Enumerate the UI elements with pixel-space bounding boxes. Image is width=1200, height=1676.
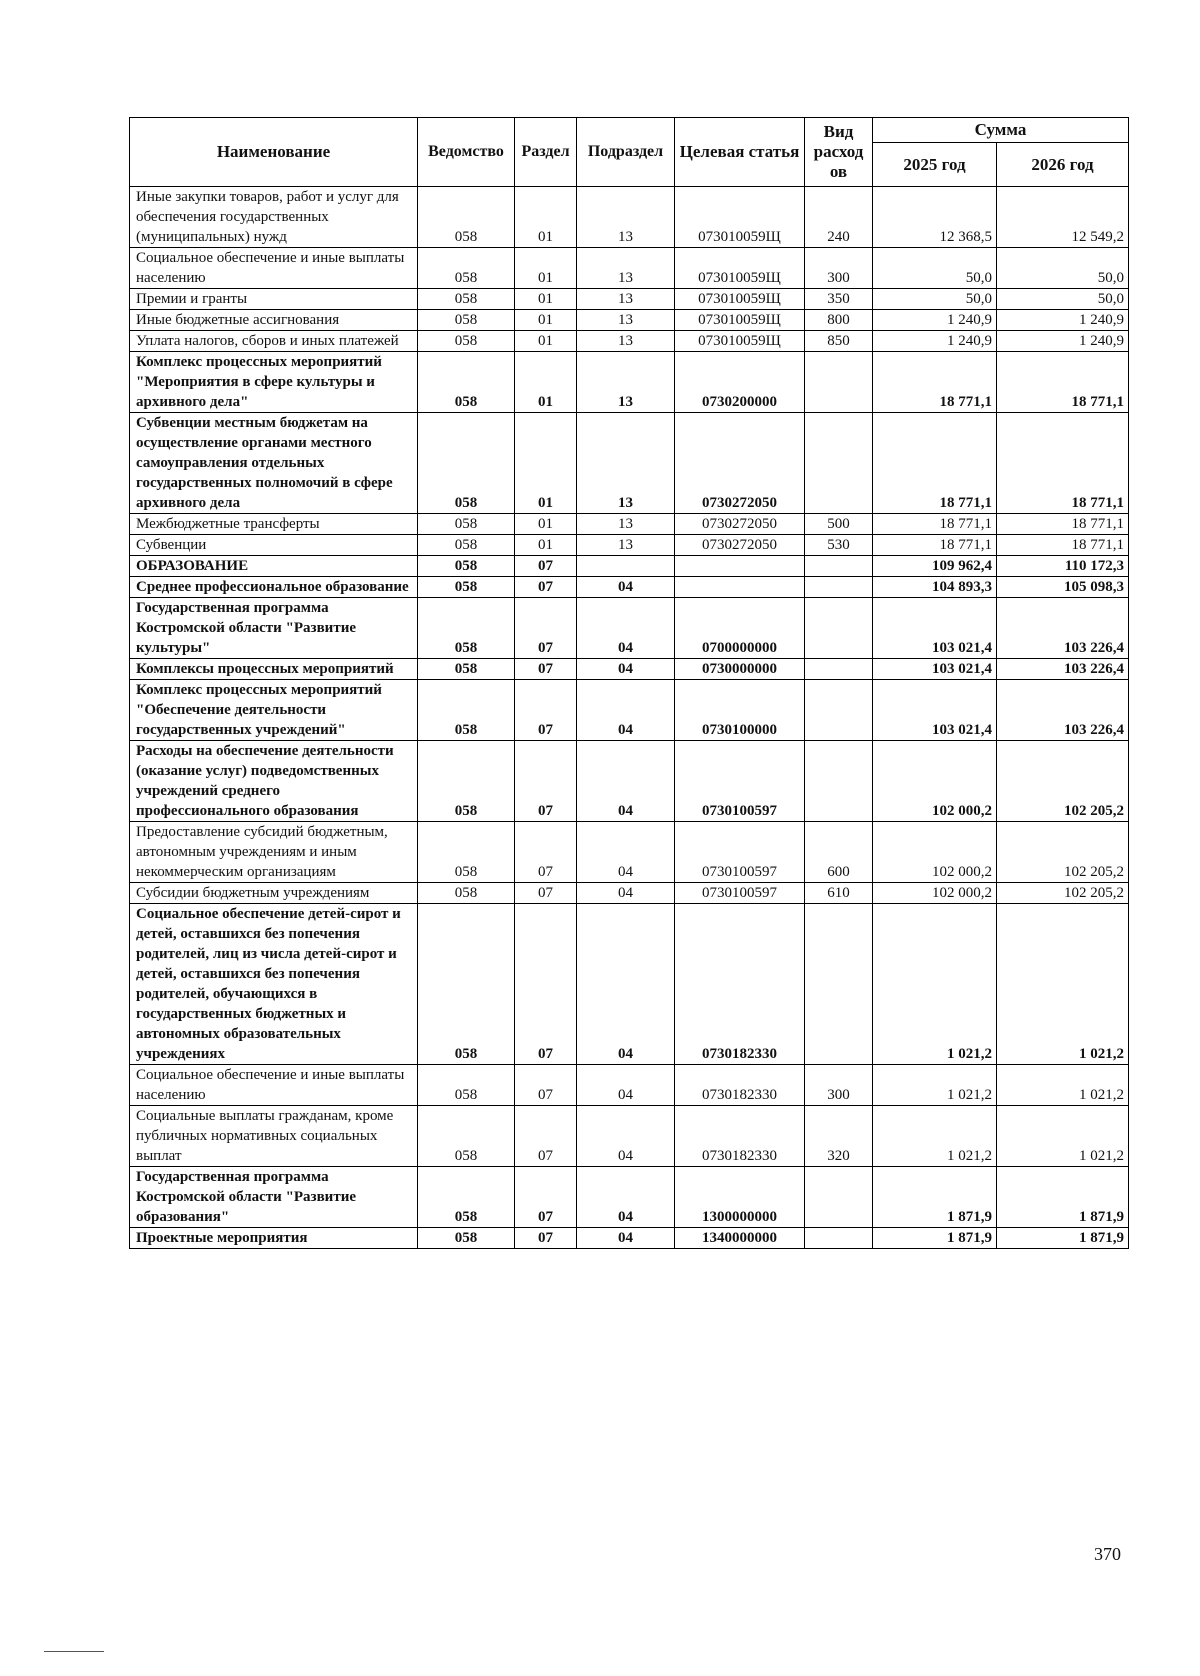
podrazdel-cell: 13 — [577, 187, 675, 248]
sum-2026-cell: 105 098,3 — [997, 577, 1129, 598]
vedomstvo-cell: 058 — [418, 535, 515, 556]
header-podrazdel: Подраздел — [577, 118, 675, 187]
vid-rashodov-cell — [805, 659, 873, 680]
row-name-cell: Государственная программа Костромской области "Развитие образования" — [130, 1167, 418, 1228]
header-summa: Сумма — [873, 118, 1129, 143]
razdel-cell: 07 — [515, 577, 577, 598]
row-name-cell: Государственная программа Костромской области "Развитие культуры" — [130, 598, 418, 659]
row-name-cell: ОБРАЗОВАНИЕ — [130, 556, 418, 577]
podrazdel-cell: 13 — [577, 331, 675, 352]
sum-2026-cell: 102 205,2 — [997, 741, 1129, 822]
table-row — [130, 535, 1129, 556]
vedomstvo-cell: 058 — [418, 577, 515, 598]
row-name-cell: Иные бюджетные ассигнования — [130, 310, 418, 331]
vedomstvo-cell: 058 — [418, 904, 515, 1065]
sum-2025-cell: 50,0 — [873, 248, 997, 289]
podrazdel-cell: 13 — [577, 514, 675, 535]
celevaya-statya-cell: 0730100000 — [675, 680, 805, 741]
podrazdel-cell: 04 — [577, 680, 675, 741]
celevaya-statya-cell: 0730182330 — [675, 1065, 805, 1106]
table-row — [130, 1106, 1129, 1167]
razdel-cell: 07 — [515, 598, 577, 659]
razdel-cell: 07 — [515, 1228, 577, 1249]
razdel-cell: 07 — [515, 904, 577, 1065]
vid-rashodov-cell — [805, 413, 873, 514]
table-body — [130, 187, 1129, 1249]
vid-rashodov-cell: 300 — [805, 248, 873, 289]
celevaya-statya-cell: 0730182330 — [675, 1106, 805, 1167]
row-name-cell: Иные закупки товаров, работ и услуг для обеспечения государственных (муниципальных) нужд — [130, 187, 418, 248]
table-row — [130, 904, 1129, 1065]
sum-2025-cell: 103 021,4 — [873, 598, 997, 659]
sum-2026-cell: 102 205,2 — [997, 822, 1129, 883]
sum-2026-cell: 1 021,2 — [997, 1065, 1129, 1106]
sum-2026-cell: 1 240,9 — [997, 331, 1129, 352]
podrazdel-cell: 04 — [577, 741, 675, 822]
row-name-cell: Субвенции — [130, 535, 418, 556]
razdel-cell: 01 — [515, 248, 577, 289]
budget-table — [129, 117, 1129, 1249]
table-row — [130, 248, 1129, 289]
podrazdel-cell: 13 — [577, 535, 675, 556]
table-row — [130, 577, 1129, 598]
row-name-cell: Субсидии бюджетным учреждениям — [130, 883, 418, 904]
razdel-cell: 07 — [515, 1106, 577, 1167]
vid-rashodov-cell: 500 — [805, 514, 873, 535]
header-year-2026: 2026 год — [997, 143, 1129, 187]
sum-2025-cell: 103 021,4 — [873, 659, 997, 680]
row-name-cell: Комплекс процессных мероприятий "Обеспечение деятельности государственных учреждений" — [130, 680, 418, 741]
podrazdel-cell: 04 — [577, 598, 675, 659]
vedomstvo-cell: 058 — [418, 413, 515, 514]
podrazdel-cell: 13 — [577, 310, 675, 331]
celevaya-statya-cell: 0730272050 — [675, 535, 805, 556]
razdel-cell: 01 — [515, 310, 577, 331]
celevaya-statya-cell: 0730272050 — [675, 413, 805, 514]
vid-rashodov-cell: 600 — [805, 822, 873, 883]
table-row — [130, 883, 1129, 904]
vid-rashodov-cell: 530 — [805, 535, 873, 556]
celevaya-statya-cell: 0730200000 — [675, 352, 805, 413]
sum-2026-cell: 12 549,2 — [997, 187, 1129, 248]
sum-2025-cell: 18 771,1 — [873, 535, 997, 556]
row-name-cell: Субвенции местным бюджетам на осуществление органами местного самоуправления отдельных государственных полномочий в сфере архивного дела — [130, 413, 418, 514]
vid-rashodov-cell — [805, 598, 873, 659]
sum-2026-cell: 18 771,1 — [997, 535, 1129, 556]
header-name: Наименование — [130, 118, 418, 187]
row-name-cell: Уплата налогов, сборов и иных платежей — [130, 331, 418, 352]
vedomstvo-cell: 058 — [418, 310, 515, 331]
celevaya-statya-cell: 073010059Щ — [675, 331, 805, 352]
row-name-cell: Среднее профессиональное образование — [130, 577, 418, 598]
celevaya-statya-cell: 1340000000 — [675, 1228, 805, 1249]
sum-2025-cell: 1 021,2 — [873, 1065, 997, 1106]
table-row — [130, 556, 1129, 577]
razdel-cell: 07 — [515, 883, 577, 904]
sum-2025-cell: 18 771,1 — [873, 352, 997, 413]
podrazdel-cell: 13 — [577, 289, 675, 310]
page-number: 370 — [1094, 1544, 1121, 1564]
table-header — [130, 118, 1129, 187]
sum-2025-cell: 1 021,2 — [873, 904, 997, 1065]
sum-2026-cell: 1 240,9 — [997, 310, 1129, 331]
header-vedomstvo: Ведомство — [418, 118, 515, 187]
celevaya-statya-cell — [675, 577, 805, 598]
sum-2026-cell: 18 771,1 — [997, 413, 1129, 514]
vid-rashodov-cell: 300 — [805, 1065, 873, 1106]
razdel-cell: 07 — [515, 1065, 577, 1106]
vid-rashodov-cell — [805, 904, 873, 1065]
celevaya-statya-cell: 073010059Щ — [675, 289, 805, 310]
razdel-cell: 07 — [515, 822, 577, 883]
vedomstvo-cell: 058 — [418, 741, 515, 822]
row-name-cell: Комплекс процессных мероприятий "Мероприятия в сфере культуры и архивного дела" — [130, 352, 418, 413]
vedomstvo-cell: 058 — [418, 331, 515, 352]
podrazdel-cell: 04 — [577, 1167, 675, 1228]
table-row — [130, 598, 1129, 659]
vedomstvo-cell: 058 — [418, 680, 515, 741]
sum-2025-cell: 103 021,4 — [873, 680, 997, 741]
vedomstvo-cell: 058 — [418, 289, 515, 310]
celevaya-statya-cell: 0730100597 — [675, 883, 805, 904]
vid-rashodov-cell — [805, 577, 873, 598]
header-year-2025: 2025 год — [873, 143, 997, 187]
podrazdel-cell: 04 — [577, 904, 675, 1065]
vid-rashodov-cell: 800 — [805, 310, 873, 331]
sum-2026-cell: 18 771,1 — [997, 514, 1129, 535]
vid-rashodov-cell: 240 — [805, 187, 873, 248]
celevaya-statya-cell: 0730100597 — [675, 822, 805, 883]
celevaya-statya-cell: 0730272050 — [675, 514, 805, 535]
razdel-cell: 07 — [515, 741, 577, 822]
sum-2025-cell: 1 240,9 — [873, 310, 997, 331]
vedomstvo-cell: 058 — [418, 1167, 515, 1228]
podrazdel-cell: 13 — [577, 248, 675, 289]
row-name-cell: Межбюджетные трансферты — [130, 514, 418, 535]
vedomstvo-cell: 058 — [418, 248, 515, 289]
sum-2025-cell: 18 771,1 — [873, 514, 997, 535]
table-row — [130, 659, 1129, 680]
celevaya-statya-cell: 073010059Щ — [675, 187, 805, 248]
vedomstvo-cell: 058 — [418, 556, 515, 577]
vedomstvo-cell: 058 — [418, 1065, 515, 1106]
sum-2026-cell: 18 771,1 — [997, 352, 1129, 413]
table-row — [130, 413, 1129, 514]
podrazdel-cell: 04 — [577, 1106, 675, 1167]
sum-2025-cell: 1 871,9 — [873, 1228, 997, 1249]
vedomstvo-cell: 058 — [418, 822, 515, 883]
row-name-cell: Проектные мероприятия — [130, 1228, 418, 1249]
header-vid-rashodov: Вид расход ов — [805, 118, 873, 187]
sum-2026-cell: 102 205,2 — [997, 883, 1129, 904]
podrazdel-cell: 04 — [577, 822, 675, 883]
vid-rashodov-cell — [805, 680, 873, 741]
vid-rashodov-cell — [805, 741, 873, 822]
sum-2026-cell: 103 226,4 — [997, 680, 1129, 741]
sum-2025-cell: 102 000,2 — [873, 822, 997, 883]
sum-2025-cell: 1 021,2 — [873, 1106, 997, 1167]
sum-2025-cell: 109 962,4 — [873, 556, 997, 577]
sum-2026-cell: 1 871,9 — [997, 1167, 1129, 1228]
vedomstvo-cell: 058 — [418, 598, 515, 659]
table-row — [130, 352, 1129, 413]
podrazdel-cell: 04 — [577, 1228, 675, 1249]
sum-2025-cell: 50,0 — [873, 289, 997, 310]
vedomstvo-cell: 058 — [418, 352, 515, 413]
table-row — [130, 1167, 1129, 1228]
sum-2026-cell: 103 226,4 — [997, 659, 1129, 680]
row-name-cell: Социальное обеспечение и иные выплаты населению — [130, 1065, 418, 1106]
table-row — [130, 822, 1129, 883]
vid-rashodov-cell — [805, 352, 873, 413]
sum-2025-cell: 102 000,2 — [873, 741, 997, 822]
row-name-cell: Расходы на обеспечение деятельности (оказание услуг) подведомственных учреждений среднего профессионального образования — [130, 741, 418, 822]
celevaya-statya-cell: 1300000000 — [675, 1167, 805, 1228]
vid-rashodov-cell: 350 — [805, 289, 873, 310]
celevaya-statya-cell: 073010059Щ — [675, 248, 805, 289]
podrazdel-cell: 13 — [577, 352, 675, 413]
vid-rashodov-cell: 610 — [805, 883, 873, 904]
sum-2026-cell: 103 226,4 — [997, 598, 1129, 659]
vid-rashodov-cell — [805, 556, 873, 577]
sum-2025-cell: 104 893,3 — [873, 577, 997, 598]
row-name-cell: Премии и гранты — [130, 289, 418, 310]
table-row — [130, 741, 1129, 822]
header-razdel: Раздел — [515, 118, 577, 187]
table-row — [130, 331, 1129, 352]
sum-2026-cell: 110 172,3 — [997, 556, 1129, 577]
vid-rashodov-cell: 850 — [805, 331, 873, 352]
row-name-cell: Комплексы процессных мероприятий — [130, 659, 418, 680]
razdel-cell: 01 — [515, 535, 577, 556]
vedomstvo-cell: 058 — [418, 1228, 515, 1249]
header-celevaya-statya: Целевая статья — [675, 118, 805, 187]
razdel-cell: 07 — [515, 680, 577, 741]
podrazdel-cell: 04 — [577, 883, 675, 904]
podrazdel-cell: 04 — [577, 659, 675, 680]
podrazdel-cell: 13 — [577, 413, 675, 514]
sum-2025-cell: 18 771,1 — [873, 413, 997, 514]
vid-rashodov-cell — [805, 1228, 873, 1249]
table-row — [130, 1065, 1129, 1106]
footer-divider — [44, 1651, 104, 1652]
sum-2026-cell: 1 021,2 — [997, 904, 1129, 1065]
sum-2025-cell: 12 368,5 — [873, 187, 997, 248]
table-row — [130, 514, 1129, 535]
row-name-cell: Предоставление субсидий бюджетным, автономным учреждениям и иным некоммерческим организациям — [130, 822, 418, 883]
table-row — [130, 680, 1129, 741]
razdel-cell: 01 — [515, 289, 577, 310]
vedomstvo-cell: 058 — [418, 1106, 515, 1167]
sum-2026-cell: 50,0 — [997, 248, 1129, 289]
razdel-cell: 07 — [515, 556, 577, 577]
razdel-cell: 01 — [515, 331, 577, 352]
celevaya-statya-cell: 0730000000 — [675, 659, 805, 680]
sum-2026-cell: 1 021,2 — [997, 1106, 1129, 1167]
sum-2025-cell: 1 871,9 — [873, 1167, 997, 1228]
celevaya-statya-cell — [675, 556, 805, 577]
sum-2025-cell: 102 000,2 — [873, 883, 997, 904]
razdel-cell: 07 — [515, 1167, 577, 1228]
razdel-cell: 07 — [515, 659, 577, 680]
sum-2026-cell: 50,0 — [997, 289, 1129, 310]
table-row — [130, 187, 1129, 248]
celevaya-statya-cell: 0700000000 — [675, 598, 805, 659]
podrazdel-cell: 04 — [577, 577, 675, 598]
celevaya-statya-cell: 073010059Щ — [675, 310, 805, 331]
razdel-cell: 01 — [515, 413, 577, 514]
row-name-cell: Социальное обеспечение и иные выплаты населению — [130, 248, 418, 289]
vedomstvo-cell: 058 — [418, 659, 515, 680]
row-name-cell: Социальное обеспечение детей-сирот и детей, оставшихся без попечения родителей, лиц из числа детей-сирот и детей, оставшихся без попечения родителей, обучающихся в государственных бюджетных и автономных образовательных учреждениях — [130, 904, 418, 1065]
table-row — [130, 289, 1129, 310]
celevaya-statya-cell: 0730100597 — [675, 741, 805, 822]
vedomstvo-cell: 058 — [418, 514, 515, 535]
razdel-cell: 01 — [515, 187, 577, 248]
vid-rashodov-cell — [805, 1167, 873, 1228]
row-name-cell: Социальные выплаты гражданам, кроме публичных нормативных социальных выплат — [130, 1106, 418, 1167]
sum-2025-cell: 1 240,9 — [873, 331, 997, 352]
celevaya-statya-cell: 0730182330 — [675, 904, 805, 1065]
vedomstvo-cell: 058 — [418, 187, 515, 248]
vedomstvo-cell: 058 — [418, 883, 515, 904]
sum-2026-cell: 1 871,9 — [997, 1228, 1129, 1249]
vid-rashodov-cell: 320 — [805, 1106, 873, 1167]
table-row — [130, 310, 1129, 331]
podrazdel-cell: 04 — [577, 1065, 675, 1106]
table-row — [130, 1228, 1129, 1249]
podrazdel-cell — [577, 556, 675, 577]
razdel-cell: 01 — [515, 352, 577, 413]
razdel-cell: 01 — [515, 514, 577, 535]
